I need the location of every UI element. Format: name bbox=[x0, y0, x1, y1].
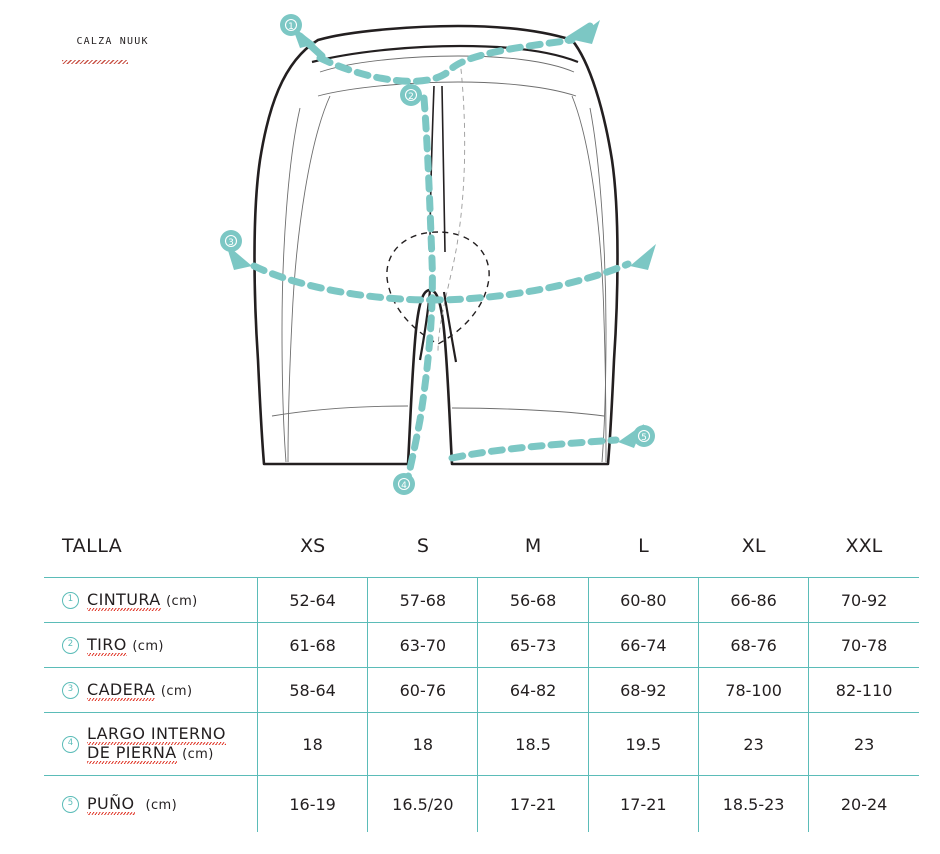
size-chart-table bbox=[44, 515, 919, 832]
row-unit: (cm) bbox=[182, 746, 214, 762]
waistband bbox=[312, 46, 578, 62]
cell-cintura-xs: 52-64 bbox=[257, 578, 367, 623]
column-header-s: S bbox=[368, 515, 478, 578]
cell-tiro-s: 63-70 bbox=[368, 623, 478, 668]
cell-tiro-xs: 61-68 bbox=[257, 623, 367, 668]
panel-seams bbox=[272, 56, 606, 462]
row-label-text: PUÑO bbox=[87, 793, 135, 813]
row-label-cadera bbox=[44, 668, 257, 713]
row-unit: (cm) bbox=[132, 638, 164, 654]
row-unit: (cm) bbox=[160, 683, 193, 699]
cell-puno-m: 17-21 bbox=[478, 776, 588, 833]
table-header-row bbox=[44, 515, 919, 578]
svg-text:2: 2 bbox=[408, 92, 414, 102]
cell-cadera-s: 60-76 bbox=[368, 668, 478, 713]
row-label-tiro bbox=[44, 623, 257, 668]
callout-1 bbox=[280, 14, 302, 36]
row-unit: (cm) bbox=[166, 593, 198, 609]
row-label-text: TIRO bbox=[87, 634, 127, 654]
row-label-cintura bbox=[44, 578, 257, 623]
cell-puno-xl: 18.5-23 bbox=[698, 776, 808, 833]
row-badge-1: 1 bbox=[62, 592, 79, 609]
callout-5 bbox=[633, 425, 655, 447]
cell-tiro-xl: 68-76 bbox=[698, 623, 808, 668]
cell-largo-m: 18.5 bbox=[478, 713, 588, 776]
table-row bbox=[44, 713, 919, 776]
chamois-pad bbox=[387, 232, 489, 344]
row-badge-4: 4 bbox=[62, 736, 79, 753]
callout-4 bbox=[393, 473, 415, 495]
cell-largo-xxl: 23 bbox=[809, 713, 919, 776]
callout-3 bbox=[220, 230, 242, 252]
cell-cintura-xxl: 70-92 bbox=[809, 578, 919, 623]
cell-tiro-xxl: 70-78 bbox=[809, 623, 919, 668]
measure-line-hip bbox=[226, 244, 656, 300]
cell-cadera-l: 68-92 bbox=[588, 668, 698, 713]
cell-tiro-l: 66-74 bbox=[588, 623, 698, 668]
cell-puno-xs: 16-19 bbox=[257, 776, 367, 833]
cell-cintura-s: 57-68 bbox=[368, 578, 478, 623]
row-unit: (cm) bbox=[145, 797, 178, 813]
column-header-xxl: XXL bbox=[809, 515, 919, 578]
row-badge-5: 5 bbox=[62, 796, 79, 813]
row-badge-3: 3 bbox=[62, 682, 79, 699]
row-label-largo-interno-de-pierna bbox=[44, 713, 257, 776]
table-row bbox=[44, 578, 919, 623]
size-chart-container bbox=[44, 515, 919, 832]
table-row bbox=[44, 776, 919, 833]
cell-largo-xs: 18 bbox=[257, 713, 367, 776]
measure-line-rise bbox=[408, 98, 432, 478]
cell-cintura-m: 56-68 bbox=[478, 578, 588, 623]
cell-puno-xxl: 20-24 bbox=[809, 776, 919, 833]
cell-puno-s: 16.5/20 bbox=[368, 776, 478, 833]
cell-cintura-xl: 66-86 bbox=[698, 578, 808, 623]
column-header-m: M bbox=[478, 515, 588, 578]
row-label-puno bbox=[44, 776, 257, 833]
brand-name: CALZA NUUK bbox=[76, 36, 149, 47]
cell-largo-l: 19.5 bbox=[588, 713, 698, 776]
svg-text:4: 4 bbox=[401, 481, 407, 491]
column-header-xs: XS bbox=[257, 515, 367, 578]
table-row bbox=[44, 668, 919, 713]
row-label-text: LARGO INTERNO DE PIERNA bbox=[87, 724, 226, 762]
row-badge-2: 2 bbox=[62, 637, 79, 654]
callout-2 bbox=[400, 84, 422, 106]
column-header-xl: XL bbox=[698, 515, 808, 578]
svg-text:1: 1 bbox=[288, 22, 294, 32]
cell-largo-s: 18 bbox=[368, 713, 478, 776]
table-row bbox=[44, 623, 919, 668]
svg-text:5: 5 bbox=[641, 433, 647, 443]
column-header-l: L bbox=[588, 515, 698, 578]
cell-puno-l: 17-21 bbox=[588, 776, 698, 833]
measure-line-cuff bbox=[452, 424, 644, 458]
row-label-text: CINTURA bbox=[87, 589, 161, 609]
cell-cadera-xxl: 82-110 bbox=[809, 668, 919, 713]
cell-cintura-l: 60-80 bbox=[588, 578, 698, 623]
shorts-outline bbox=[255, 26, 618, 464]
measure-line-waist bbox=[292, 20, 600, 81]
table-corner-label: TALLA bbox=[44, 515, 257, 578]
cell-cadera-m: 64-82 bbox=[478, 668, 588, 713]
cell-cadera-xl: 78-100 bbox=[698, 668, 808, 713]
svg-text:3: 3 bbox=[228, 238, 234, 248]
row-label-text: CADERA bbox=[87, 679, 156, 699]
cell-cadera-xs: 58-64 bbox=[257, 668, 367, 713]
cell-tiro-m: 65-73 bbox=[478, 623, 588, 668]
cell-largo-xl: 23 bbox=[698, 713, 808, 776]
